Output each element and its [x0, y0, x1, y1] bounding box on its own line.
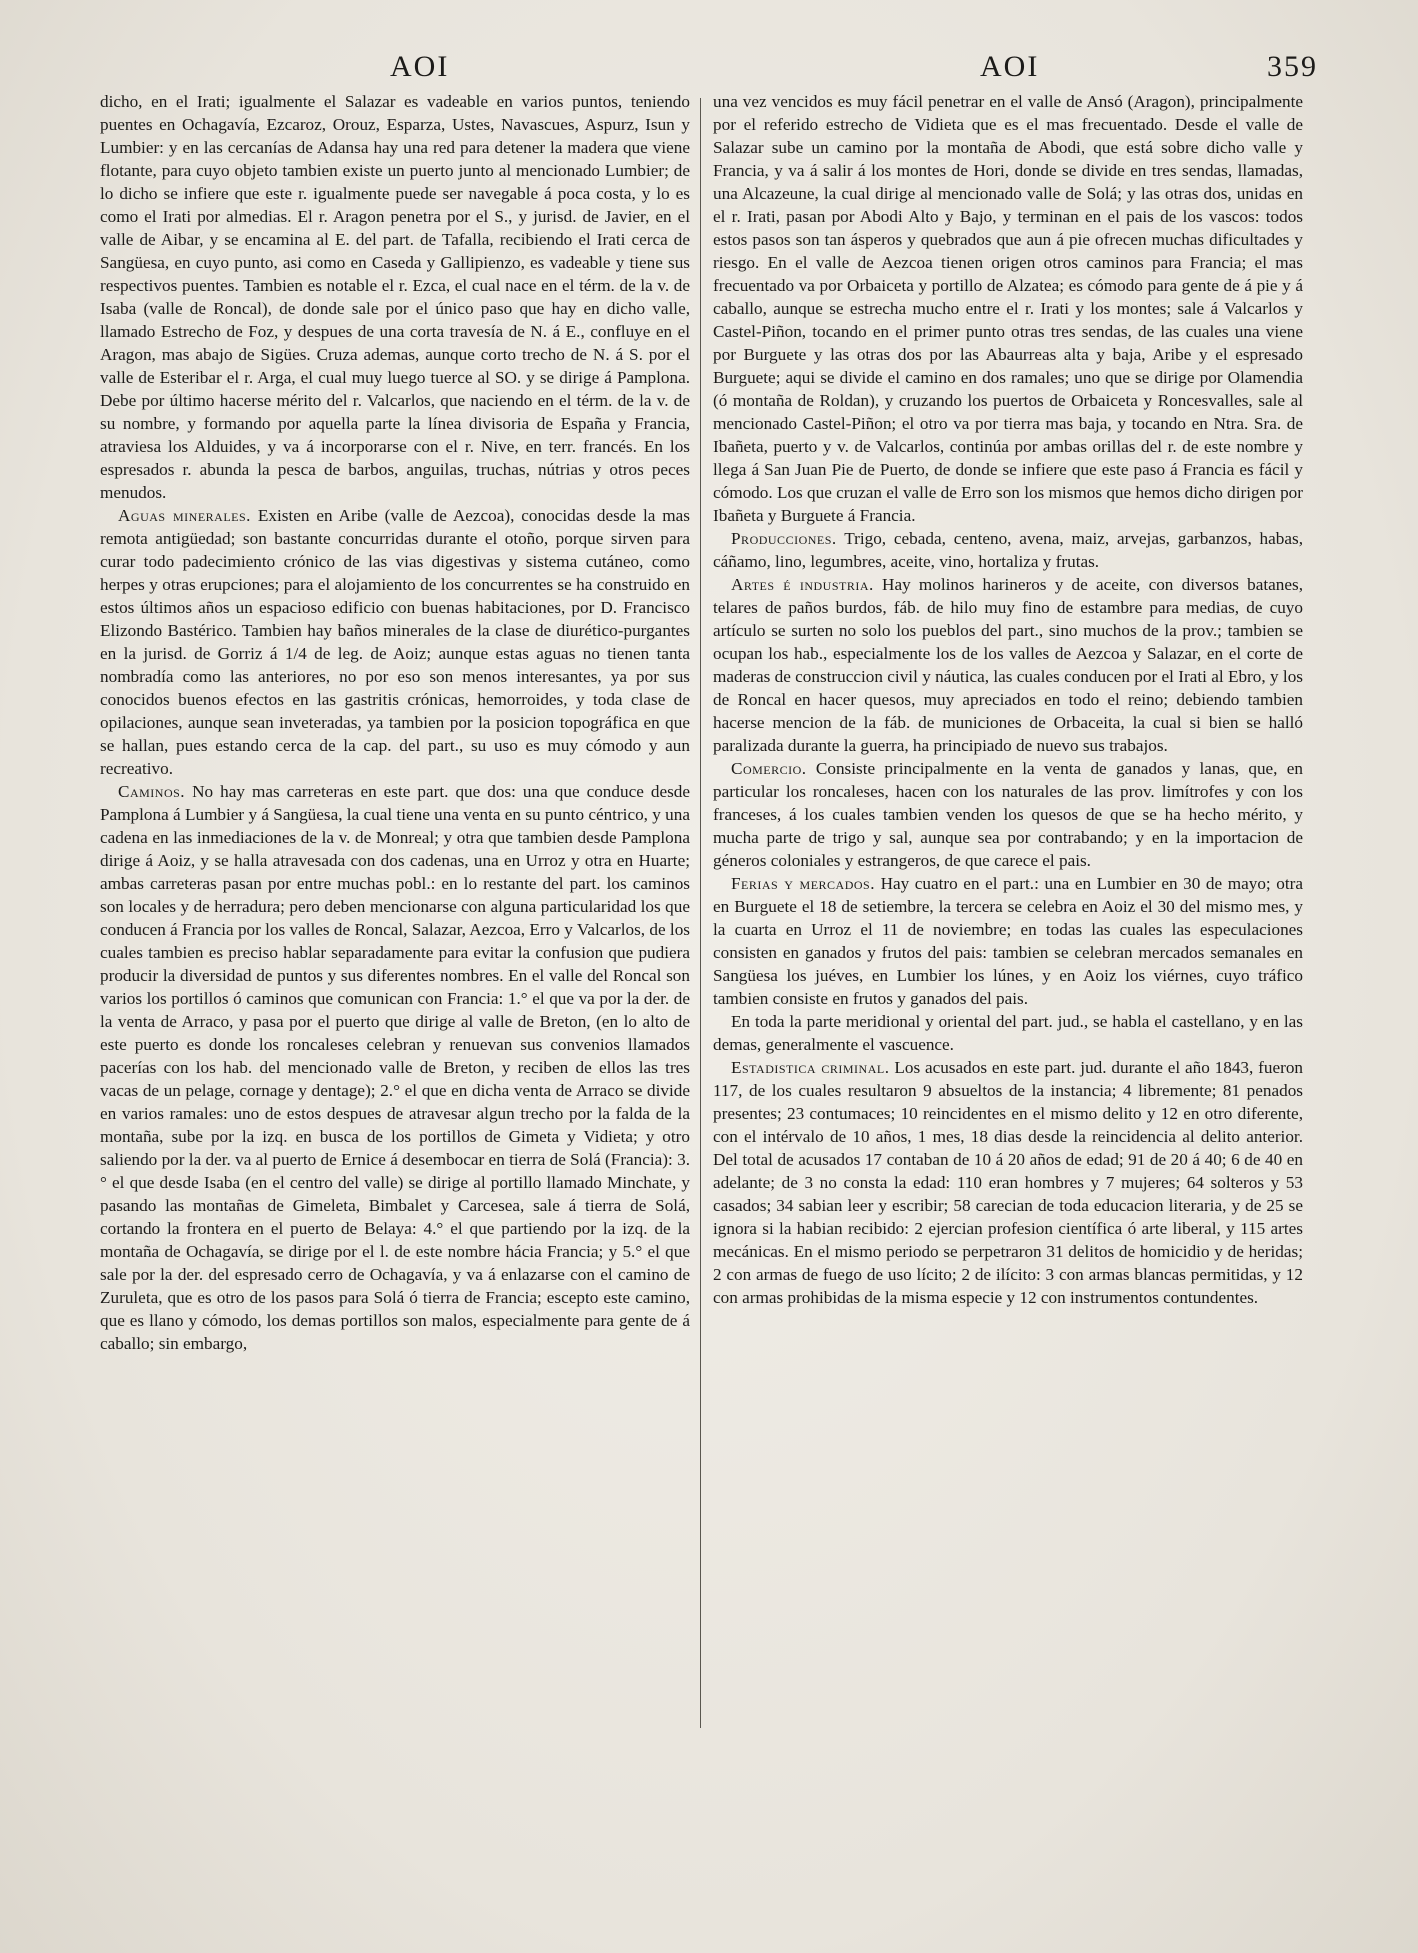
paragraph [713, 573, 1303, 757]
paragraph [100, 504, 690, 780]
section-lead: Ferias y mercados. [731, 874, 876, 893]
paragraph [100, 780, 690, 1355]
paragraph [713, 90, 1303, 527]
column-divider [700, 98, 701, 1728]
section-lead: Estadistica criminal. [731, 1058, 890, 1077]
paragraph-text: una vez vencidos es muy fácil penetrar en el valle de Ansó (Aragon), principalmente por el referido estrecho de Vidieta que es el mas frecuentado. Desde el valle de Salazar sube un camino por la montaña de Abodi, que está sobre dicho valle y Francia, y va á salir á los montes de Hori, donde se divide en tres sendas, llamadas, una Alcazeune, la cual dirige al mencionado valle de Solá; y las otras dos, unidas en el r. Irati, pasan por Abodi Alto y Bajo, y terminan en el pais de los vascos: todos estos pasos son tan ásperos y quebrados que aun á pie ofrecen muchas dificultades y riesgo. En el valle de Aezcoa tienen origen otros caminos para Francia; el mas frecuentado va por Orbaiceta y portillo de Alzatea; es cómodo para gente de á pie y á caballo, aunque se estrecha mucho entre el r. Irati y los montes; sale á Valcarlos y Castel-Piñon, tocando en el primer punto otras tres sendas, de las cuales una viene por Burguete y las otras dos por las Abaurreas alta y baja, Aribe y el espresado Burguete; aqui se divide el camino en dos ramales; uno que se dirige por Olamendia (ó montaña de Roldan), y cruzando los puertos de Orbaiceta y Roncesvalles, sale al mencionado Castel-Piñon; el otro va por tierra mas baja, y tocando en Ntra. Sra. de Ibañeta, puerto y v. de Valcarlos, continúa por ambas orillas del r. de este nombre y llega á San Juan Pie de Puerto, de donde se infiere que este paso á Francia es fácil y cómodo. Los que cruzan el valle de Erro son los mismos que hemos dicho dirigen por Ibañeta y Burguete á Francia. [713, 92, 1303, 525]
paragraph [713, 872, 1303, 1010]
section-lead: Artes é industria. [731, 575, 874, 594]
left-running-title: AOI [390, 50, 450, 83]
paragraph-text: Existen en Aribe (valle de Aezcoa), conocidas desde la mas remota antigüedad; son bastante concurridas durante el otoño, porque sirven para curar todo padecimiento crónico de las vias digestivas y sistema cutáneo, como herpes y otras erupciones; para el alojamiento de los concurrentes se ha construido en estos últimos años un espacioso edificio con buenas habitaciones, por D. Francisco Elizondo Bastérico. Tambien hay baños minerales de la clase de diurético-purgantes en la jurisd. de Gorriz á 1/4 de leg. de Aoiz; aunque estas aguas no tienen tanta nombradía como las anteriores, no por eso son menos interesantes, ya por sus conocidos buenos efectos en las gastritis crónicas, hemorroides, y toda clase de opilaciones, aunque sean inveteradas, ya tambien por la posicion topográfica en que se hallan, pues estando cerca de la cap. del part., su uso es muy cómodo y aun recreativo. [100, 506, 690, 778]
section-lead: Aguas minerales. [118, 506, 251, 525]
paragraph-text: Trigo, cebada, centeno, avena, maiz, arvejas, garbanzos, habas, cáñamo, lino, legumbres, aceite, vino, hortaliza y frutas. [713, 529, 1303, 571]
paragraph-text: Los acusados en este part. jud. durante el año 1843, fueron 117, de los cuales resultaron 9 absueltos de la instancia; 4 libremente; 81 penados presentes; 23 contumaces; 10 reincidentes en el mismo delito y 12 en otro diferente, con el intérvalo de 10 años, 1 mes, 18 dias desde la reincidencia al delito anterior. Del total de acusados 17 contaban de 10 á 20 años de edad; 91 de 20 á 40; 6 de 40 en adelante; de 3 no consta la edad: 110 eran hombres y 7 mujeres; 64 solteros y 53 casados; 34 sabian leer y escribir; 58 carecian de toda educacion literaria, y de 25 se ignora si la habian recibido: 2 ejercian profesion científica ó arte liberal, y 115 artes mecánicas. En el mismo periodo se perpetraron 31 delitos de homicidio y de heridas; 2 con armas de fuego de uso lícito; 2 de ilícito: 3 con armas blancas permitidas, y 12 con armas prohibidas de la misma especie y 12 con instrumentos contundentes. [713, 1058, 1304, 1307]
paragraph [100, 90, 690, 504]
section-lead: Caminos. [118, 782, 186, 801]
section-lead: Comercio. [731, 759, 807, 778]
paragraph-text: dicho, en el Irati; igualmente el Salazar es vadeable en varios puntos, teniendo puentes en Ochagavía, Ezcaroz, Orouz, Esparza, Ustes, Navascues, Aspurz, Isun y Lumbier: y en las cercanías de Adansa hay una red para detener la madera que viene flotante, para cuyo objeto tambien existe un puerto junto al mencionado Lumbier; de lo dicho se infiere que este r. igualmente puede ser navegable á poca costa, y lo es como el Irati por almedias. El r. Aragon penetra por el S., y jurisd. de Javier, en el valle de Aibar, y se encamina al E. del part. de Tafalla, recibiendo el Irati cerca de Sangüesa, en cuyo punto, asi como en Caseda y Gallipienzo, es vadeable y tiene sus respectivos puentes. Tambien es notable el r. Ezca, el cual nace en el térm. de la v. de Isaba (valle de Roncal), de donde sale por el único paso que hay en dicho valle, llamado Estrecho de Foz, y despues de una corta travesía de N. á E., confluye en el Aragon, mas abajo de Sigües. Cruza ademas, aunque corto trecho de N. á S. por el valle de Esteribar el r. Arga, el cual muy luego tuerce al SO. y se dirige á Pamplona. Debe por último hacerse mérito del r. Valcarlos, que naciendo en el térm. de la v. de su nombre, y formando por aquella parte la línea divisoria de España y Francia, atraviesa los Alduides, y va á incorporarse con el r. Nive, en terr. francés. En los espresados r. abunda la pesca de barbos, anguilas, truchas, nútrias y otros peces menudos. [100, 92, 690, 502]
paragraph [713, 1056, 1303, 1309]
section-lead: Producciones. [731, 529, 837, 548]
right-running-title: AOI [980, 50, 1040, 83]
paragraph-text: En toda la parte meridional y oriental del part. jud., se habla el castellano, y en las demas, generalmente el vascuence. [713, 1012, 1303, 1054]
paragraph-text: No hay mas carreteras en este part. que dos: una que conduce desde Pamplona á Lumbier y á Sangüesa, la cual tiene una venta en su punto céntrico, y una cadena en las inmediaciones de la v. de Monreal; y otra que tambien desde Pamplona dirige á Aoiz, y se halla atravesada con dos cadenas, una en Urroz y otra en Huarte; ambas carreteras pasan por entre muchas pobl.: en lo restante del part. los caminos son locales y de herradura; pero deben mencionarse con alguna particularidad los que conducen á Francia por los valles de Roncal, Salazar, Aezcoa, Erro y Valcarlos, de los cuales tambien es preciso hablar separadamente para evitar la confusion que pudiera producir la diversidad de puntos y sus diferentes nombres. En el valle del Roncal son varios los portillos ó caminos que comunican con Francia: 1.° el que va por la der. de la venta de Arraco, y pasa por el puerto que dirige al valle de Breton, (en lo alto de este puerto es donde los roncaleses celebran y renuevan sus convenios llamados pacerías con los hab. del mencionado valle de Breton, y reciben de ellos las tres vacas de un pelage, cornage y dentage); 2.° el que en dicha venta de Arraco se divide en varios ramales: uno de estos despues de atravesar algun trecho por la falda de la montaña, sube por la izq. en busca de los portillos de Gimeta y Vidieta; y otro saliendo por la der. va al puerto de Ernice á desembocar en tierra de Solá (Francia): 3.° el que desde Isaba (en el centro del valle) se dirige al portillo llamado Minchate, y pasando las montañas de Gimeleta, Bimbalet y Carcesea, sale á tierra de Solá, cortando la frontera en el puerto de Belaya: 4.° el que partiendo por la izq. de la montaña de Ochagavía, se dirige por el l. de este nombre hácia Francia; y 5.° el que sale por la der. del espresado cerro de Ochagavía, y va á enlazarse con el camino de Zuruleta, que es otro de los pasos para Solá ó tierra de Francia; escepto este camino, que es llano y cómodo, los demas portillos son malos, especialmente para gente de á caballo; sin embargo, [100, 782, 690, 1353]
paragraph [713, 527, 1303, 573]
paragraph-text: Hay molinos harineros y de aceite, con diversos batanes, telares de paños burdos, fáb. de hilo muy fino de estambre para medias, de cuyo artículo se surten no solo los pueblos del part., sino muchos de la prov.; tambien se ocupan los hab., especialmente los de los valles de Aezcoa y Salazar, en el corte de maderas de construccion civil y náutica, las cuales conducen por el Irati al Ebro, y los de Roncal en hacer quesos, muy apreciados en todo el reino; debiendo tambien hacerse mencion de la fáb. de municiones de Orbaceita, la cual si bien se halló paralizada durante la guerra, ha principiado de nuevo sus trabajos. [713, 575, 1303, 755]
left-column [100, 90, 690, 1355]
paragraph [713, 757, 1303, 872]
page-number: 359 [1267, 50, 1318, 83]
right-column [713, 90, 1303, 1309]
paragraph [713, 1010, 1303, 1056]
paragraph-text: Consiste principalmente en la venta de ganados y lanas, que, en particular los roncaleses, hacen con los naturales de las prov. limítrofes y con los franceses, á los cuales tambien venden los quesos de que se ha hecho mérito, y mucha parte de trigo y sal, aunque sea por contrabando; y en la importacion de géneros coloniales y estrangeros, de que carece el pais. [713, 759, 1303, 870]
paragraph-text: Hay cuatro en el part.: una en Lumbier en 30 de mayo; otra en Burguete el 18 de setiembre, la tercera se celebra en Aoiz el 30 del mismo mes, y la cuarta en Urroz el 11 de noviembre; en todas las cuales las especulaciones consisten en ganados y frutos del pais: tambien se celebran mercados semanales en Sangüesa los juéves, en Lumbier los lúnes, y en Aoiz los viérnes, cuyo tráfico tambien consiste en frutos y ganados del pais. [713, 874, 1303, 1008]
